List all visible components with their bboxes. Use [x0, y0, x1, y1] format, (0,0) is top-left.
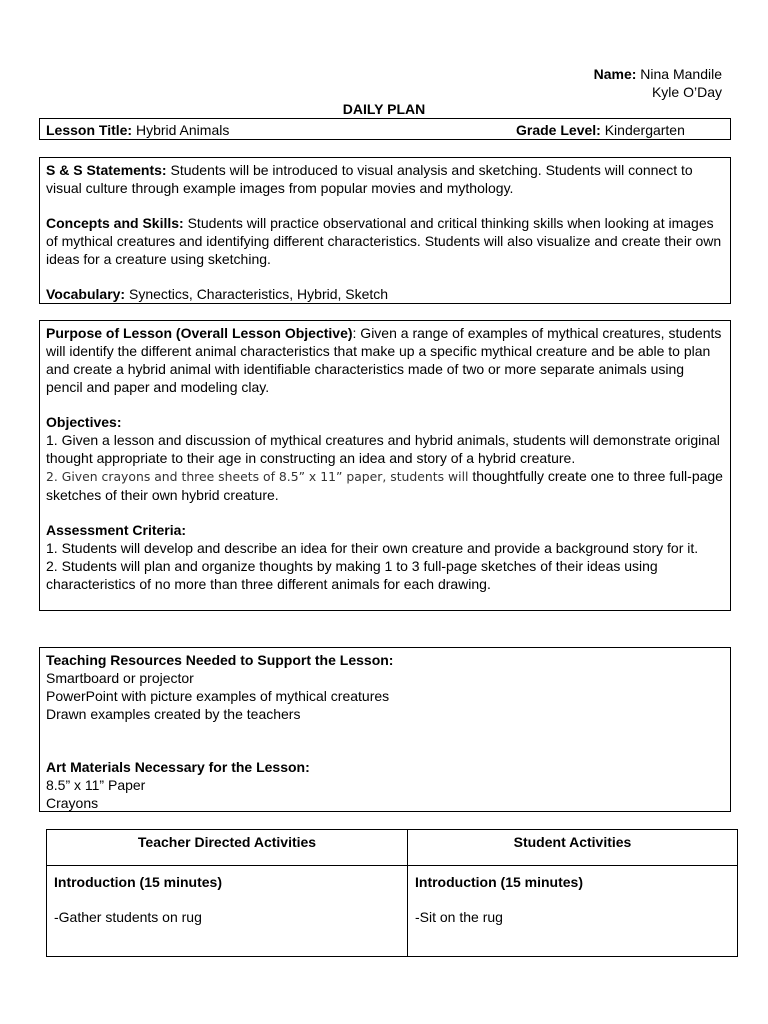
teacher-activity-item: -Gather students on rug: [54, 909, 202, 925]
student-activities-header: Student Activities: [513, 834, 632, 850]
teaching-resource-item: PowerPoint with picture examples of mythical creatures: [46, 688, 390, 704]
author-name-1: Nina Mandile: [640, 66, 722, 82]
vocab-text: Synectics, Characteristics, Hybrid, Sketch: [129, 286, 389, 302]
student-intro-heading: Introduction (15 minutes): [415, 874, 583, 890]
concepts-label: Concepts and Skills:: [46, 215, 184, 231]
art-material-item: Crayons: [46, 795, 99, 811]
purpose-paragraph: [46, 324, 724, 396]
art-materials-heading: Art Materials Necessary for the Lesson:: [46, 759, 310, 775]
page-title: DAILY PLAN: [342, 101, 426, 117]
objective-2-part-b: thoughtfully create one to three full-page sketches of their own hybrid creature.: [46, 468, 723, 503]
assessment-heading: Assessment Criteria:: [46, 522, 187, 538]
teaching-resource-item: Smartboard or projector: [46, 670, 194, 686]
objective-2-part-a: 2. Given crayons and three sheets of 8.5” x 11” paper, students will: [46, 469, 469, 484]
grade-level-label: Grade Level:: [516, 122, 601, 138]
teaching-resource-item: Drawn examples created by the teachers: [46, 706, 301, 722]
lesson-title-label: Lesson Title:: [46, 122, 133, 138]
vocabulary: [46, 285, 724, 303]
table-row: [47, 866, 738, 957]
author-names: [594, 65, 722, 101]
objective-2: [46, 467, 724, 504]
grade-level: [516, 121, 685, 139]
ss-statements: [46, 161, 724, 197]
purpose-label: Purpose of Lesson (Overall Lesson Objective): [46, 325, 353, 341]
art-material-item: 8.5” x 11” Paper: [46, 777, 146, 793]
ss-label: S & S Statements:: [46, 162, 167, 178]
concepts-skills: [46, 214, 724, 268]
teacher-activities-header: Teacher Directed Activities: [137, 834, 317, 850]
teacher-intro-heading: Introduction (15 minutes): [54, 874, 222, 890]
assessment-2: 2. Students will plan and organize thoughts by making 1 to 3 full-page sketches of their ideas using characteristics of no more than three different animals for each drawing.: [46, 558, 658, 592]
lesson-title-box: [39, 118, 731, 140]
teaching-resources-heading: Teaching Resources Needed to Support the Lesson:: [46, 652, 394, 668]
objective-1: 1. Given a lesson and discussion of mythical creatures and hybrid animals, students will demonstrate original thought appropriate to their age in constructing an idea and story of a hybrid creature.: [46, 432, 720, 466]
purpose-box: [39, 320, 731, 611]
activities-table: [46, 829, 738, 957]
purpose-text: : Given a range of examples of mythical creatures, students will identify the different animal characteristics that make up a specific mythical creature and be able to plan and create a hybrid animal with identifiable characteristics made of two or more separate animals using pencil and paper and modeling clay.: [46, 325, 722, 395]
vocab-label: Vocabulary:: [46, 286, 126, 302]
name-label: Name:: [593, 66, 637, 82]
lesson-title-value: Hybrid Animals: [135, 122, 230, 138]
ss-text: Students will be introduced to visual analysis and sketching. Students will connect to visual culture through example images from popular movies and mythology.: [46, 162, 693, 196]
objectives-heading: Objectives:: [46, 414, 122, 430]
student-activity-item: -Sit on the rug: [415, 909, 503, 925]
author-name-2: Kyle O’Day: [651, 84, 722, 100]
resources-box: [39, 647, 731, 812]
assessment-1: 1. Students will develop and describe an idea for their own creature and provide a background story for it.: [46, 540, 699, 556]
concepts-text: Students will practice observational and critical thinking skills when looking at images of mythical creatures and identifying different characteristics. Students will also visualize and create their own ideas for a creature using sketching.: [46, 215, 722, 267]
lesson-title: [46, 121, 229, 139]
grade-level-value: Kindergarten: [604, 122, 685, 138]
statements-box: [39, 157, 731, 304]
table-header-row: [47, 830, 738, 866]
